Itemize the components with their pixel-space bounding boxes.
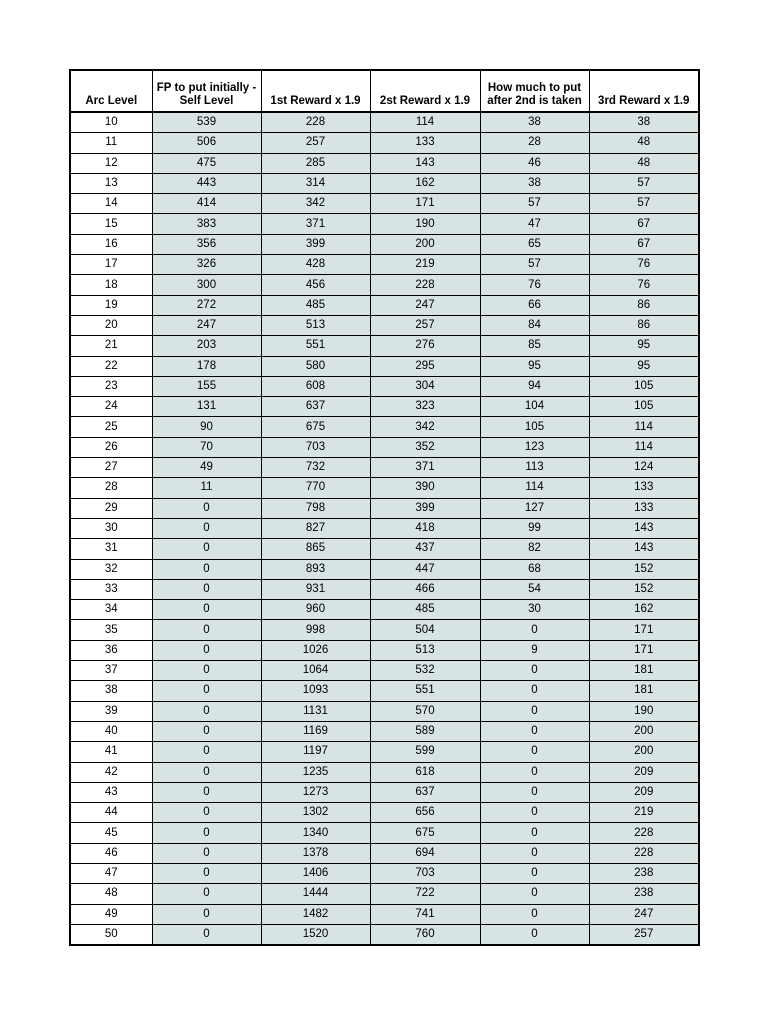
cell-third-reward: 86 — [589, 315, 699, 335]
cell-put-after-second: 0 — [480, 681, 589, 701]
cell-fp-initial: 383 — [152, 214, 261, 234]
cell-put-after-second: 84 — [480, 315, 589, 335]
cell-arc-level: 17 — [70, 255, 152, 275]
cell-third-reward: 171 — [589, 620, 699, 640]
table-row — [70, 478, 699, 498]
cell-put-after-second: 28 — [480, 133, 589, 153]
cell-fp-initial: 90 — [152, 417, 261, 437]
cell-third-reward: 114 — [589, 437, 699, 457]
cell-second-reward: 618 — [370, 762, 480, 782]
cell-second-reward: 504 — [370, 620, 480, 640]
cell-third-reward: 76 — [589, 255, 699, 275]
cell-put-after-second: 0 — [480, 721, 589, 741]
cell-fp-initial: 0 — [152, 579, 261, 599]
cell-third-reward: 114 — [589, 417, 699, 437]
cell-put-after-second: 114 — [480, 478, 589, 498]
cell-fp-initial: 443 — [152, 173, 261, 193]
cell-arc-level: 11 — [70, 133, 152, 153]
cell-second-reward: 190 — [370, 214, 480, 234]
cell-second-reward: 323 — [370, 397, 480, 417]
cell-first-reward: 1273 — [261, 782, 370, 802]
cell-fp-initial: 0 — [152, 843, 261, 863]
cell-third-reward: 200 — [589, 742, 699, 762]
cell-put-after-second: 113 — [480, 458, 589, 478]
cell-arc-level: 43 — [70, 782, 152, 802]
table-header — [70, 70, 699, 112]
cell-arc-level: 25 — [70, 417, 152, 437]
cell-second-reward: 276 — [370, 336, 480, 356]
cell-second-reward: 247 — [370, 295, 480, 315]
cell-third-reward: 95 — [589, 336, 699, 356]
cell-first-reward: 228 — [261, 112, 370, 133]
cell-third-reward: 228 — [589, 843, 699, 863]
cell-third-reward: 181 — [589, 661, 699, 681]
cell-first-reward: 1064 — [261, 661, 370, 681]
cell-third-reward: 143 — [589, 518, 699, 538]
cell-arc-level: 10 — [70, 112, 152, 133]
cell-first-reward: 827 — [261, 518, 370, 538]
cell-fp-initial: 0 — [152, 803, 261, 823]
cell-second-reward: 637 — [370, 782, 480, 802]
cell-arc-level: 36 — [70, 640, 152, 660]
table-row — [70, 356, 699, 376]
table-row — [70, 315, 699, 335]
cell-first-reward: 893 — [261, 559, 370, 579]
cell-third-reward: 95 — [589, 356, 699, 376]
cell-first-reward: 675 — [261, 417, 370, 437]
cell-put-after-second: 99 — [480, 518, 589, 538]
cell-first-reward: 1093 — [261, 681, 370, 701]
cell-second-reward: 352 — [370, 437, 480, 457]
cell-first-reward: 732 — [261, 458, 370, 478]
cell-fp-initial: 131 — [152, 397, 261, 417]
cell-fp-initial: 49 — [152, 458, 261, 478]
cell-first-reward: 1131 — [261, 701, 370, 721]
table-row — [70, 112, 699, 133]
cell-arc-level: 14 — [70, 194, 152, 214]
cell-fp-initial: 300 — [152, 275, 261, 295]
cell-third-reward: 219 — [589, 803, 699, 823]
cell-arc-level: 48 — [70, 884, 152, 904]
cell-second-reward: 485 — [370, 600, 480, 620]
cell-put-after-second: 0 — [480, 620, 589, 640]
cell-fp-initial: 0 — [152, 620, 261, 640]
cell-fp-initial: 356 — [152, 234, 261, 254]
cell-third-reward: 181 — [589, 681, 699, 701]
cell-arc-level: 22 — [70, 356, 152, 376]
cell-put-after-second: 47 — [480, 214, 589, 234]
header-put-after-second: How much to put after 2nd is taken — [480, 70, 589, 112]
cell-first-reward: 342 — [261, 194, 370, 214]
cell-first-reward: 960 — [261, 600, 370, 620]
cell-put-after-second: 104 — [480, 397, 589, 417]
cell-third-reward: 171 — [589, 640, 699, 660]
cell-first-reward: 1482 — [261, 904, 370, 924]
cell-first-reward: 1169 — [261, 721, 370, 741]
cell-arc-level: 28 — [70, 478, 152, 498]
cell-second-reward: 143 — [370, 153, 480, 173]
table-row — [70, 275, 699, 295]
cell-put-after-second: 66 — [480, 295, 589, 315]
cell-put-after-second: 82 — [480, 539, 589, 559]
cell-put-after-second: 127 — [480, 498, 589, 518]
cell-put-after-second: 0 — [480, 701, 589, 721]
cell-second-reward: 466 — [370, 579, 480, 599]
table-row — [70, 782, 699, 802]
cell-first-reward: 1444 — [261, 884, 370, 904]
table-row — [70, 640, 699, 660]
table-body — [70, 112, 699, 945]
cell-fp-initial: 155 — [152, 376, 261, 396]
table-row — [70, 681, 699, 701]
cell-third-reward: 162 — [589, 600, 699, 620]
table-row — [70, 173, 699, 193]
cell-third-reward: 67 — [589, 234, 699, 254]
cell-arc-level: 50 — [70, 924, 152, 945]
cell-second-reward: 133 — [370, 133, 480, 153]
cell-first-reward: 703 — [261, 437, 370, 457]
cell-third-reward: 48 — [589, 133, 699, 153]
cell-first-reward: 1406 — [261, 863, 370, 883]
cell-third-reward: 57 — [589, 194, 699, 214]
cell-put-after-second: 0 — [480, 803, 589, 823]
cell-put-after-second: 0 — [480, 742, 589, 762]
cell-second-reward: 570 — [370, 701, 480, 721]
cell-third-reward: 228 — [589, 823, 699, 843]
table-row — [70, 397, 699, 417]
table-row — [70, 559, 699, 579]
cell-first-reward: 798 — [261, 498, 370, 518]
table-row — [70, 620, 699, 640]
cell-fp-initial: 0 — [152, 762, 261, 782]
table-row — [70, 498, 699, 518]
cell-second-reward: 741 — [370, 904, 480, 924]
cell-fp-initial: 0 — [152, 823, 261, 843]
cell-arc-level: 29 — [70, 498, 152, 518]
table-row — [70, 234, 699, 254]
table-row — [70, 742, 699, 762]
cell-fp-initial: 0 — [152, 661, 261, 681]
cell-second-reward: 447 — [370, 559, 480, 579]
cell-second-reward: 257 — [370, 315, 480, 335]
table-row — [70, 884, 699, 904]
cell-second-reward: 703 — [370, 863, 480, 883]
cell-first-reward: 608 — [261, 376, 370, 396]
cell-fp-initial: 0 — [152, 701, 261, 721]
table-row — [70, 904, 699, 924]
header-row — [70, 70, 699, 112]
table-row — [70, 843, 699, 863]
cell-first-reward: 428 — [261, 255, 370, 275]
cell-arc-level: 37 — [70, 661, 152, 681]
cell-arc-level: 21 — [70, 336, 152, 356]
cell-first-reward: 285 — [261, 153, 370, 173]
table-row — [70, 376, 699, 396]
table-row — [70, 518, 699, 538]
cell-first-reward: 1520 — [261, 924, 370, 945]
cell-first-reward: 1378 — [261, 843, 370, 863]
cell-third-reward: 57 — [589, 173, 699, 193]
cell-arc-level: 24 — [70, 397, 152, 417]
cell-second-reward: 371 — [370, 458, 480, 478]
cell-fp-initial: 0 — [152, 904, 261, 924]
cell-third-reward: 238 — [589, 884, 699, 904]
cell-put-after-second: 65 — [480, 234, 589, 254]
cell-first-reward: 257 — [261, 133, 370, 153]
cell-third-reward: 76 — [589, 275, 699, 295]
cell-second-reward: 219 — [370, 255, 480, 275]
cell-second-reward: 162 — [370, 173, 480, 193]
cell-fp-initial: 506 — [152, 133, 261, 153]
cell-third-reward: 152 — [589, 579, 699, 599]
table-row — [70, 255, 699, 275]
cell-arc-level: 42 — [70, 762, 152, 782]
cell-fp-initial: 0 — [152, 498, 261, 518]
cell-arc-level: 32 — [70, 559, 152, 579]
cell-put-after-second: 0 — [480, 863, 589, 883]
table-row — [70, 600, 699, 620]
cell-arc-level: 15 — [70, 214, 152, 234]
cell-arc-level: 41 — [70, 742, 152, 762]
table-row — [70, 661, 699, 681]
cell-arc-level: 49 — [70, 904, 152, 924]
cell-fp-initial: 0 — [152, 640, 261, 660]
table-row — [70, 823, 699, 843]
cell-put-after-second: 0 — [480, 782, 589, 802]
cell-second-reward: 399 — [370, 498, 480, 518]
cell-third-reward: 143 — [589, 539, 699, 559]
cell-put-after-second: 0 — [480, 661, 589, 681]
cell-second-reward: 760 — [370, 924, 480, 945]
cell-arc-level: 39 — [70, 701, 152, 721]
cell-arc-level: 40 — [70, 721, 152, 741]
cell-third-reward: 238 — [589, 863, 699, 883]
cell-third-reward: 200 — [589, 721, 699, 741]
cell-first-reward: 580 — [261, 356, 370, 376]
cell-fp-initial: 0 — [152, 782, 261, 802]
cell-third-reward: 48 — [589, 153, 699, 173]
cell-arc-level: 44 — [70, 803, 152, 823]
cell-fp-initial: 0 — [152, 742, 261, 762]
cell-first-reward: 1235 — [261, 762, 370, 782]
cell-fp-initial: 0 — [152, 924, 261, 945]
table-row — [70, 295, 699, 315]
cell-first-reward: 1026 — [261, 640, 370, 660]
cell-put-after-second: 0 — [480, 884, 589, 904]
cell-third-reward: 124 — [589, 458, 699, 478]
table-row — [70, 762, 699, 782]
cell-second-reward: 599 — [370, 742, 480, 762]
cell-third-reward: 38 — [589, 112, 699, 133]
cell-second-reward: 228 — [370, 275, 480, 295]
cell-first-reward: 998 — [261, 620, 370, 640]
cell-put-after-second: 105 — [480, 417, 589, 437]
table-row — [70, 437, 699, 457]
cell-second-reward: 390 — [370, 478, 480, 498]
cell-second-reward: 513 — [370, 640, 480, 660]
cell-first-reward: 485 — [261, 295, 370, 315]
cell-arc-level: 23 — [70, 376, 152, 396]
header-arc-level: Arc Level — [70, 70, 152, 112]
cell-arc-level: 26 — [70, 437, 152, 457]
table-row — [70, 458, 699, 478]
cell-put-after-second: 76 — [480, 275, 589, 295]
cell-third-reward: 105 — [589, 376, 699, 396]
cell-fp-initial: 272 — [152, 295, 261, 315]
cell-second-reward: 171 — [370, 194, 480, 214]
cell-put-after-second: 54 — [480, 579, 589, 599]
table-row — [70, 721, 699, 741]
cell-third-reward: 67 — [589, 214, 699, 234]
cell-arc-level: 34 — [70, 600, 152, 620]
cell-put-after-second: 38 — [480, 112, 589, 133]
cell-third-reward: 152 — [589, 559, 699, 579]
table-row — [70, 924, 699, 945]
cell-second-reward: 114 — [370, 112, 480, 133]
cell-fp-initial: 0 — [152, 884, 261, 904]
cell-put-after-second: 0 — [480, 843, 589, 863]
cell-second-reward: 656 — [370, 803, 480, 823]
cell-first-reward: 551 — [261, 336, 370, 356]
cell-fp-initial: 0 — [152, 518, 261, 538]
cell-third-reward: 257 — [589, 924, 699, 945]
cell-put-after-second: 57 — [480, 194, 589, 214]
cell-fp-initial: 539 — [152, 112, 261, 133]
table-row — [70, 579, 699, 599]
cell-second-reward: 532 — [370, 661, 480, 681]
table-row — [70, 336, 699, 356]
cell-third-reward: 209 — [589, 782, 699, 802]
cell-arc-level: 38 — [70, 681, 152, 701]
cell-second-reward: 437 — [370, 539, 480, 559]
cell-third-reward: 247 — [589, 904, 699, 924]
cell-arc-level: 30 — [70, 518, 152, 538]
table-row — [70, 701, 699, 721]
cell-fp-initial: 414 — [152, 194, 261, 214]
cell-put-after-second: 0 — [480, 904, 589, 924]
cell-fp-initial: 203 — [152, 336, 261, 356]
cell-arc-level: 20 — [70, 315, 152, 335]
cell-first-reward: 399 — [261, 234, 370, 254]
cell-fp-initial: 0 — [152, 600, 261, 620]
cell-first-reward: 1197 — [261, 742, 370, 762]
cell-put-after-second: 57 — [480, 255, 589, 275]
cell-second-reward: 304 — [370, 376, 480, 396]
table-row — [70, 539, 699, 559]
cell-put-after-second: 123 — [480, 437, 589, 457]
arc-reward-table — [69, 69, 700, 946]
cell-arc-level: 12 — [70, 153, 152, 173]
cell-second-reward: 342 — [370, 417, 480, 437]
cell-first-reward: 770 — [261, 478, 370, 498]
table-row — [70, 133, 699, 153]
cell-arc-level: 13 — [70, 173, 152, 193]
cell-first-reward: 637 — [261, 397, 370, 417]
cell-arc-level: 16 — [70, 234, 152, 254]
cell-put-after-second: 68 — [480, 559, 589, 579]
cell-put-after-second: 46 — [480, 153, 589, 173]
cell-fp-initial: 70 — [152, 437, 261, 457]
cell-third-reward: 133 — [589, 498, 699, 518]
cell-fp-initial: 0 — [152, 721, 261, 741]
cell-put-after-second: 9 — [480, 640, 589, 660]
cell-second-reward: 551 — [370, 681, 480, 701]
cell-arc-level: 46 — [70, 843, 152, 863]
cell-second-reward: 589 — [370, 721, 480, 741]
cell-third-reward: 133 — [589, 478, 699, 498]
cell-fp-initial: 247 — [152, 315, 261, 335]
cell-arc-level: 19 — [70, 295, 152, 315]
cell-put-after-second: 0 — [480, 823, 589, 843]
cell-arc-level: 45 — [70, 823, 152, 843]
header-first-reward: 1st Reward x 1.9 — [261, 70, 370, 112]
cell-first-reward: 1340 — [261, 823, 370, 843]
cell-first-reward: 513 — [261, 315, 370, 335]
cell-arc-level: 35 — [70, 620, 152, 640]
table-row — [70, 153, 699, 173]
cell-third-reward: 209 — [589, 762, 699, 782]
header-second-reward: 2st Reward x 1.9 — [370, 70, 480, 112]
cell-put-after-second: 0 — [480, 924, 589, 945]
cell-third-reward: 190 — [589, 701, 699, 721]
cell-fp-initial: 0 — [152, 863, 261, 883]
cell-fp-initial: 178 — [152, 356, 261, 376]
cell-first-reward: 456 — [261, 275, 370, 295]
cell-put-after-second: 0 — [480, 762, 589, 782]
table-row — [70, 803, 699, 823]
cell-second-reward: 418 — [370, 518, 480, 538]
cell-fp-initial: 11 — [152, 478, 261, 498]
cell-put-after-second: 85 — [480, 336, 589, 356]
cell-second-reward: 722 — [370, 884, 480, 904]
cell-put-after-second: 95 — [480, 356, 589, 376]
header-fp-initial: FP to put initially - Self Level — [152, 70, 261, 112]
cell-first-reward: 865 — [261, 539, 370, 559]
cell-fp-initial: 475 — [152, 153, 261, 173]
header-third-reward: 3rd Reward x 1.9 — [589, 70, 699, 112]
cell-third-reward: 86 — [589, 295, 699, 315]
cell-arc-level: 47 — [70, 863, 152, 883]
cell-put-after-second: 38 — [480, 173, 589, 193]
cell-put-after-second: 30 — [480, 600, 589, 620]
cell-first-reward: 314 — [261, 173, 370, 193]
table-row — [70, 863, 699, 883]
cell-arc-level: 33 — [70, 579, 152, 599]
cell-first-reward: 1302 — [261, 803, 370, 823]
cell-second-reward: 675 — [370, 823, 480, 843]
table-row — [70, 214, 699, 234]
cell-arc-level: 27 — [70, 458, 152, 478]
cell-fp-initial: 0 — [152, 681, 261, 701]
cell-fp-initial: 326 — [152, 255, 261, 275]
cell-arc-level: 31 — [70, 539, 152, 559]
cell-second-reward: 295 — [370, 356, 480, 376]
cell-fp-initial: 0 — [152, 559, 261, 579]
cell-second-reward: 694 — [370, 843, 480, 863]
cell-first-reward: 931 — [261, 579, 370, 599]
table-row — [70, 194, 699, 214]
cell-arc-level: 18 — [70, 275, 152, 295]
cell-third-reward: 105 — [589, 397, 699, 417]
cell-fp-initial: 0 — [152, 539, 261, 559]
cell-put-after-second: 94 — [480, 376, 589, 396]
table-row — [70, 417, 699, 437]
cell-second-reward: 200 — [370, 234, 480, 254]
cell-first-reward: 371 — [261, 214, 370, 234]
